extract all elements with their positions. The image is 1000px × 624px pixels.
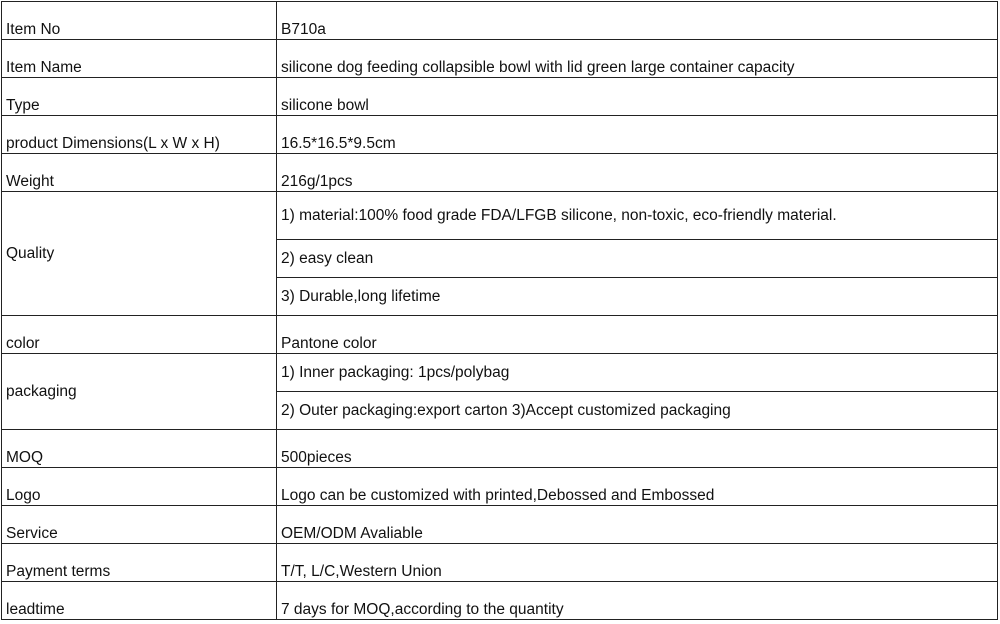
table-row-service <box>2 506 998 544</box>
service-value: OEM/ODM Avaliable <box>277 506 998 544</box>
table-row-type <box>2 78 998 116</box>
packaging-value-1: 1) Inner packaging: 1pcs/polybag <box>277 354 998 392</box>
item-no-value: B710a <box>277 2 998 40</box>
table-row-dimensions <box>2 116 998 154</box>
logo-value: Logo can be customized with printed,Debossed and Embossed <box>277 468 998 506</box>
type-value: silicone bowl <box>277 78 998 116</box>
service-label: Service <box>2 506 277 544</box>
weight-label: Weight <box>2 154 277 192</box>
quality-label: Quality <box>2 192 277 316</box>
moq-label: MOQ <box>2 430 277 468</box>
packaging-label: packaging <box>2 354 277 430</box>
table-row-leadtime <box>2 582 998 620</box>
item-name-label: Item Name <box>2 40 277 78</box>
dimensions-value: 16.5*16.5*9.5cm <box>277 116 998 154</box>
logo-label: Logo <box>2 468 277 506</box>
leadtime-value: 7 days for MOQ,according to the quantity <box>277 582 998 620</box>
color-value: Pantone color <box>277 316 998 354</box>
dimensions-label: product Dimensions(L x W x H) <box>2 116 277 154</box>
table-row-packaging-1 <box>2 354 998 392</box>
table-row-weight <box>2 154 998 192</box>
item-no-label: Item No <box>2 2 277 40</box>
table-row-logo <box>2 468 998 506</box>
table-row-quality-1 <box>2 192 998 240</box>
quality-value-1: 1) material:100% food grade FDA/LFGB silicone, non-toxic, eco-friendly material. <box>277 192 998 240</box>
leadtime-label: leadtime <box>2 582 277 620</box>
table-row-color <box>2 316 998 354</box>
payment-terms-value: T/T, L/C,Western Union <box>277 544 998 582</box>
product-spec-table <box>1 1 998 620</box>
table-row-moq <box>2 430 998 468</box>
table-row-item-no <box>2 2 998 40</box>
type-label: Type <box>2 78 277 116</box>
payment-terms-label: Payment terms <box>2 544 277 582</box>
moq-value: 500pieces <box>277 430 998 468</box>
quality-value-3: 3) Durable,long lifetime <box>277 278 998 316</box>
item-name-value: silicone dog feeding collapsible bowl with lid green large container capacity <box>277 40 998 78</box>
quality-value-2: 2) easy clean <box>277 240 998 278</box>
table-row-item-name <box>2 40 998 78</box>
packaging-value-2: 2) Outer packaging:export carton 3)Accept customized packaging <box>277 392 998 430</box>
table-row-payment-terms <box>2 544 998 582</box>
weight-value: 216g/1pcs <box>277 154 998 192</box>
color-label: color <box>2 316 277 354</box>
